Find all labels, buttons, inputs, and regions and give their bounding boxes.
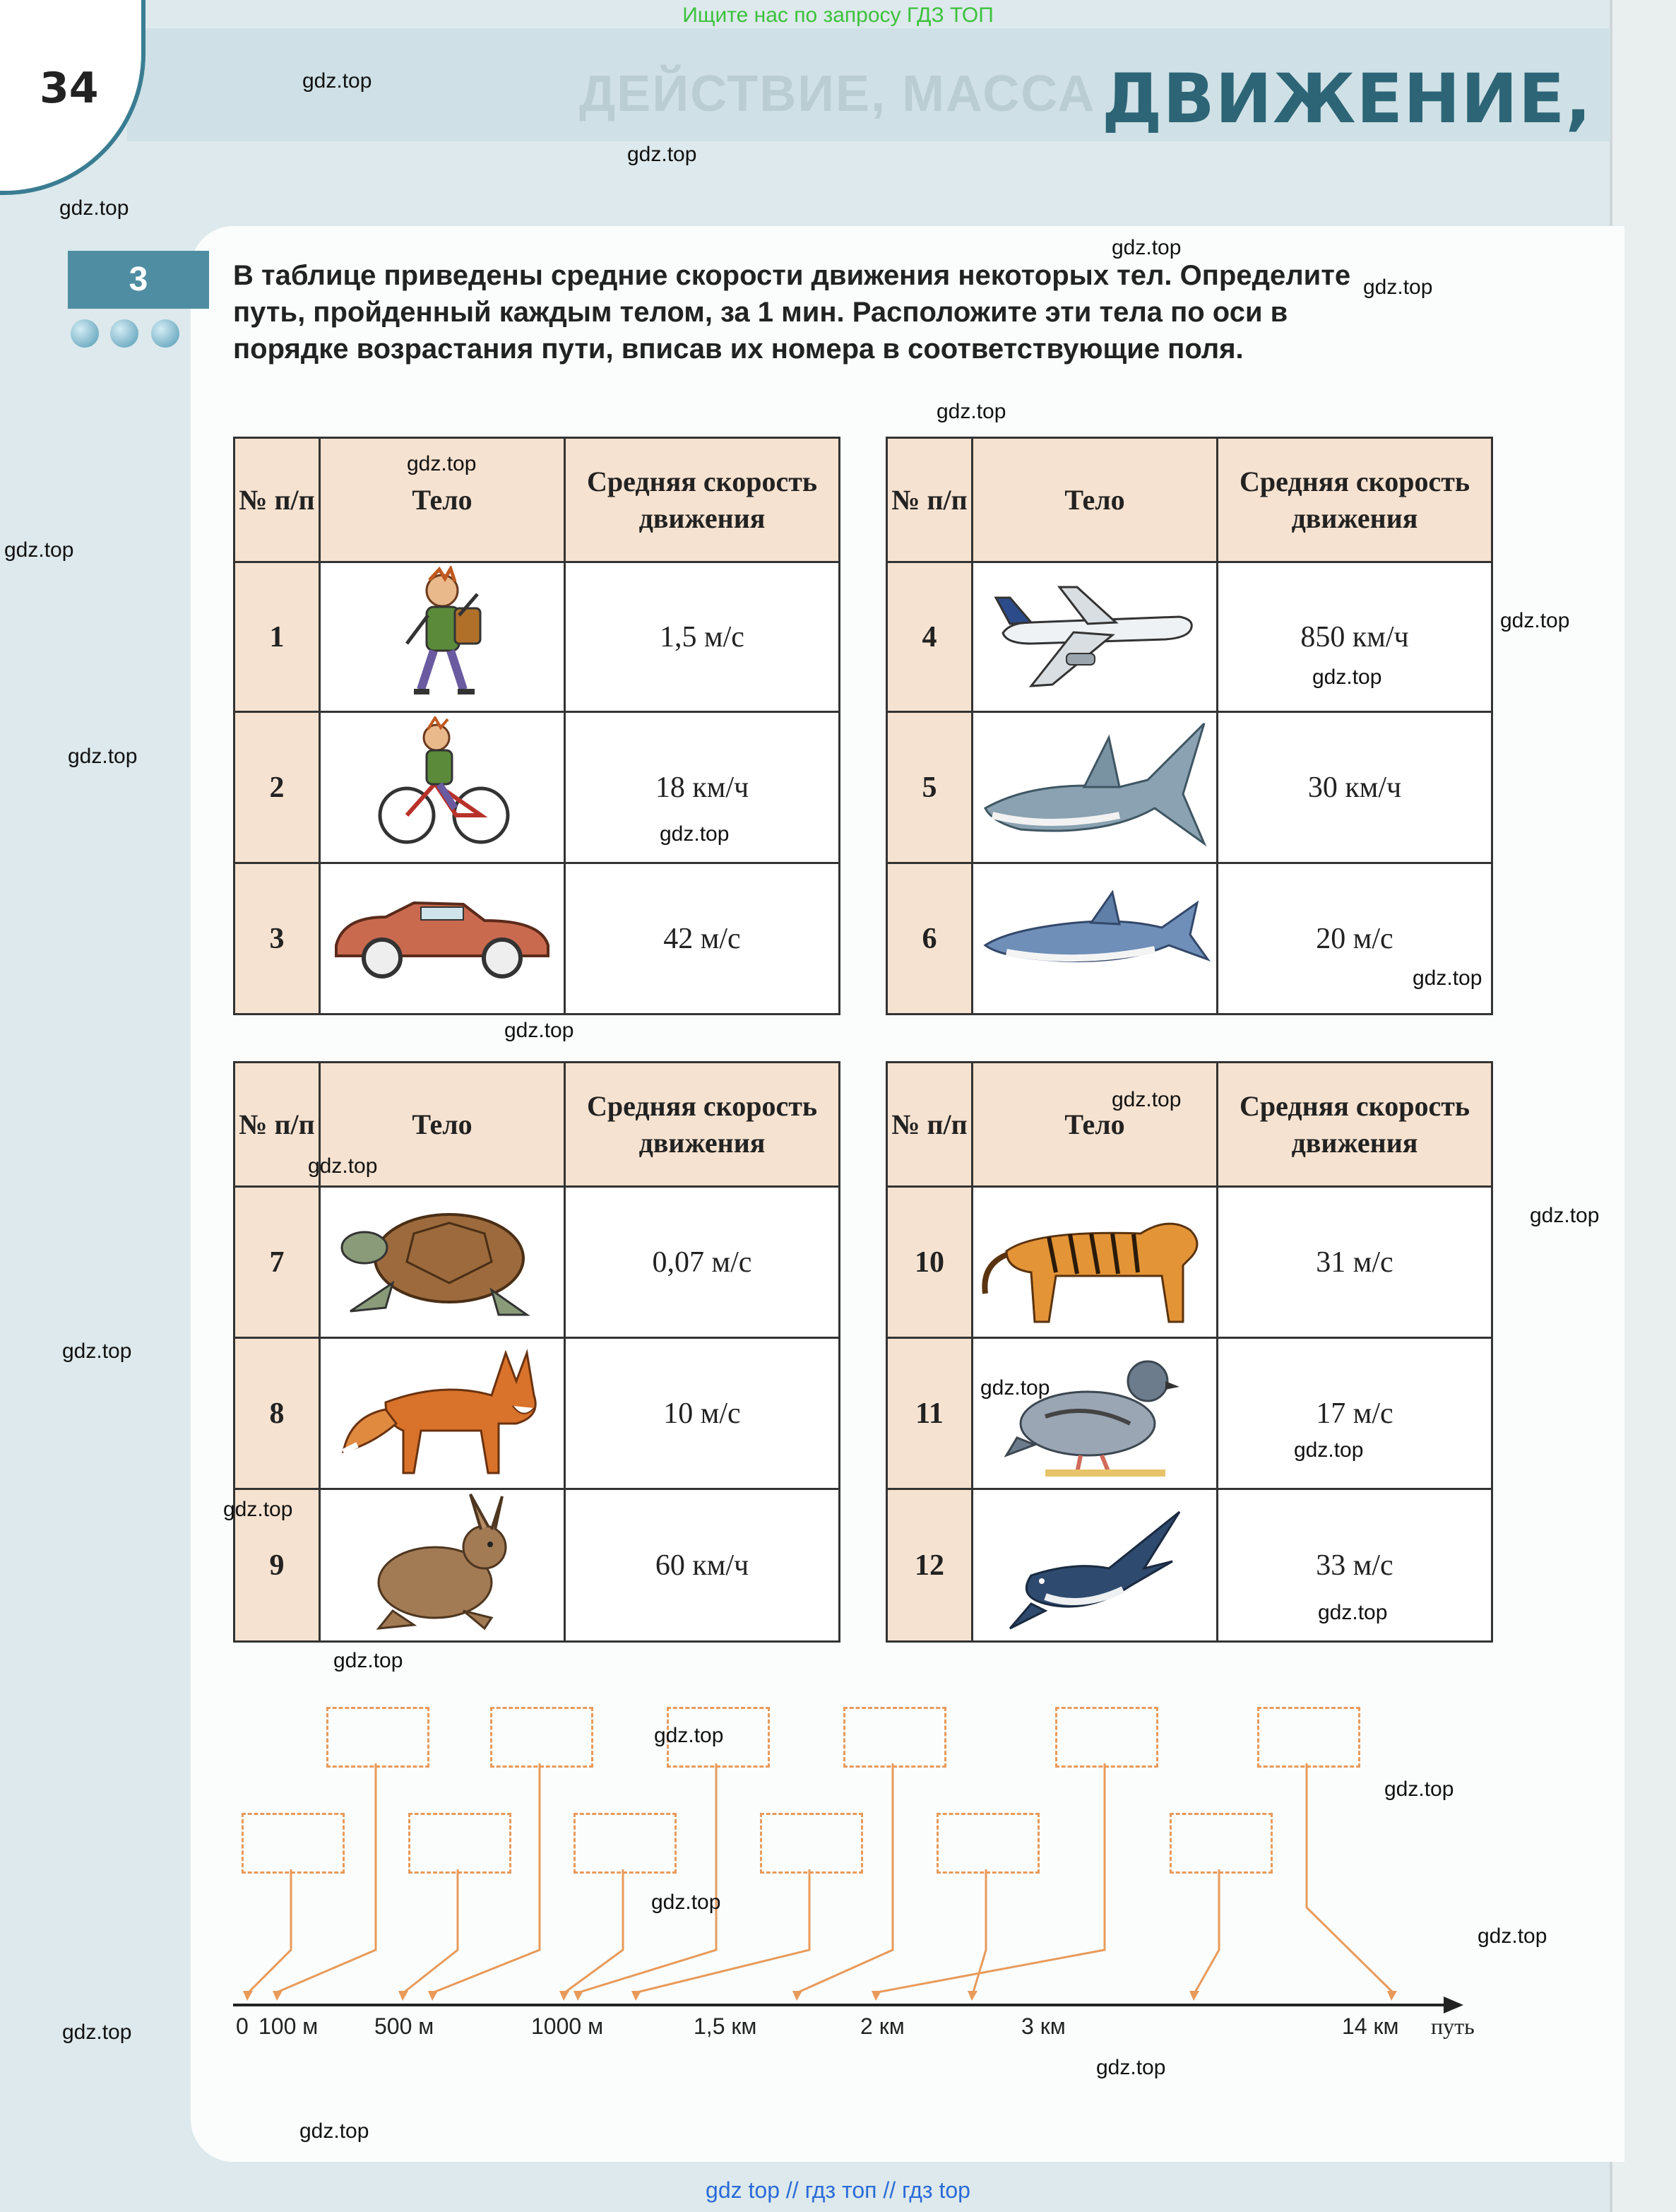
col-header-num: № п/п [234, 1063, 320, 1187]
watermark: gdz.top [627, 143, 697, 166]
speed-value: 850 км/ч [1218, 562, 1492, 712]
watermark: gdz.top [651, 1891, 721, 1914]
watermark: gdz.top [937, 400, 1006, 423]
row-number: 1 [234, 562, 320, 712]
leader-line [798, 1763, 893, 1992]
footer-links[interactable]: gdz top // гдз топ // гдз top [706, 2177, 970, 2203]
watermark: gdz.top [1112, 1088, 1182, 1111]
col-header-num: № п/п [887, 438, 973, 562]
watermark: gdz.top [654, 1724, 724, 1747]
leader-line [637, 1869, 809, 1992]
task-number-badge: 3 [68, 251, 209, 309]
row-number: 5 [887, 712, 973, 863]
speed-value: 60 км/ч [565, 1489, 840, 1642]
row-number: 7 [234, 1187, 320, 1338]
watermark: gdz.top [223, 1498, 293, 1521]
speed-value: 17 м/с [1218, 1338, 1492, 1489]
leader-line [877, 1763, 1105, 1992]
axis-tick-label: 1,5 км [694, 2013, 757, 2039]
axis-tick-label: 500 м [374, 2013, 434, 2039]
row-number: 8 [234, 1338, 320, 1489]
watermark: gdz.top [1096, 2056, 1166, 2079]
axis-tick-label: 0 [236, 2013, 249, 2039]
col-header-speed: Средняя скорость движения [565, 438, 840, 562]
leader-line [565, 1869, 623, 1992]
row-number: 4 [887, 562, 973, 712]
axis-tick-label: 1000 м [531, 2013, 604, 2039]
leader-line [404, 1869, 458, 1992]
axis-tick-label: 3 км [1021, 2013, 1066, 2039]
col-header-body: Тело [973, 1063, 1218, 1187]
speed-value: 30 км/ч [1218, 712, 1492, 863]
watermark: gdz.top [1363, 276, 1433, 299]
speed-value: 20 м/с [1218, 863, 1492, 1015]
watermark: gdz.top [407, 452, 477, 475]
row-number: 9 [234, 1489, 320, 1642]
watermark: gdz.top [1500, 609, 1570, 632]
top-notice[interactable]: Ищите нас по запросу ГДЗ ТОП [682, 4, 994, 27]
row-number: 12 [887, 1489, 973, 1642]
task-text: В таблице приведены средние скорости движения некоторых тел. Определите путь, пройденный каждым телом, за 1 мин. Расположите эти тела по оси в порядке возрастания пути, вписав их номера в соответствующие поля. [233, 260, 1351, 365]
watermark: gdz.top [59, 196, 129, 220]
watermark: gdz.top [68, 745, 138, 768]
speed-value: 31 м/с [1218, 1187, 1492, 1338]
row-number: 3 [234, 863, 320, 1015]
speed-value: 0,07 м/с [565, 1187, 840, 1338]
page-title: ДВИЖЕНИЕ, [1102, 59, 1592, 138]
watermark: gdz.top [1112, 236, 1182, 259]
axis-tick-label: 100 м [258, 2013, 319, 2039]
col-header-body: Тело [320, 438, 565, 562]
watermark: gdz.top [308, 1154, 378, 1178]
speed-value: 42 м/с [565, 863, 840, 1015]
speed-value: 10 м/с [565, 1338, 840, 1489]
axis-arrow-icon [1444, 1997, 1463, 2013]
col-header-speed: Средняя скорость движения [1218, 438, 1492, 562]
watermark: gdz.top [1384, 1778, 1454, 1801]
page-number: 34 [40, 64, 99, 113]
row-number: 11 [887, 1338, 973, 1489]
watermark: gdz.top [1312, 666, 1382, 689]
axis-unit-label: путь [1431, 2013, 1475, 2039]
watermark: gdz.top [504, 1019, 574, 1042]
leader-line [249, 1869, 291, 1992]
col-header-speed: Средняя скорость движения [1218, 1063, 1492, 1187]
watermark: gdz.top [333, 1649, 403, 1672]
axis-tick-label: 2 км [860, 2013, 905, 2039]
col-header-body: Тело [973, 438, 1218, 562]
row-number: 10 [887, 1187, 973, 1338]
watermark: gdz.top [1478, 1924, 1547, 1948]
watermark: gdz.top [302, 69, 372, 93]
col-header-num: № п/п [887, 1063, 973, 1187]
leader-line [1195, 1869, 1219, 1992]
speed-value: 1,5 м/с [565, 562, 840, 712]
col-header-num: № п/п [234, 438, 320, 562]
leader-line [1307, 1763, 1393, 1992]
row-number: 6 [887, 863, 973, 1015]
ghost-title: ДЕЙСТВИЕ, МАССА [579, 66, 1096, 122]
col-header-speed: Средняя скорость движения [565, 1063, 840, 1187]
distance-axis [233, 2004, 1448, 2006]
watermark: gdz.top [1530, 1204, 1600, 1227]
watermark: gdz.top [4, 538, 74, 562]
col-header-body: Тело [320, 1063, 565, 1187]
leader-line [434, 1763, 540, 1992]
speed-value: 18 км/ч [565, 712, 840, 863]
watermark: gdz.top [1294, 1438, 1364, 1462]
axis-tick-label: 14 км [1342, 2013, 1399, 2039]
watermark: gdz.top [980, 1376, 1050, 1400]
speed-value: 33 м/с [1218, 1489, 1492, 1642]
watermark: gdz.top [1318, 1601, 1388, 1624]
watermark: gdz.top [299, 2119, 369, 2143]
watermark: gdz.top [660, 822, 730, 846]
leader-line [579, 1763, 716, 1992]
watermark: gdz.top [1413, 966, 1482, 990]
row-number: 2 [234, 712, 320, 863]
watermark: gdz.top [62, 1339, 132, 1363]
watermark: gdz.top [62, 2021, 132, 2044]
